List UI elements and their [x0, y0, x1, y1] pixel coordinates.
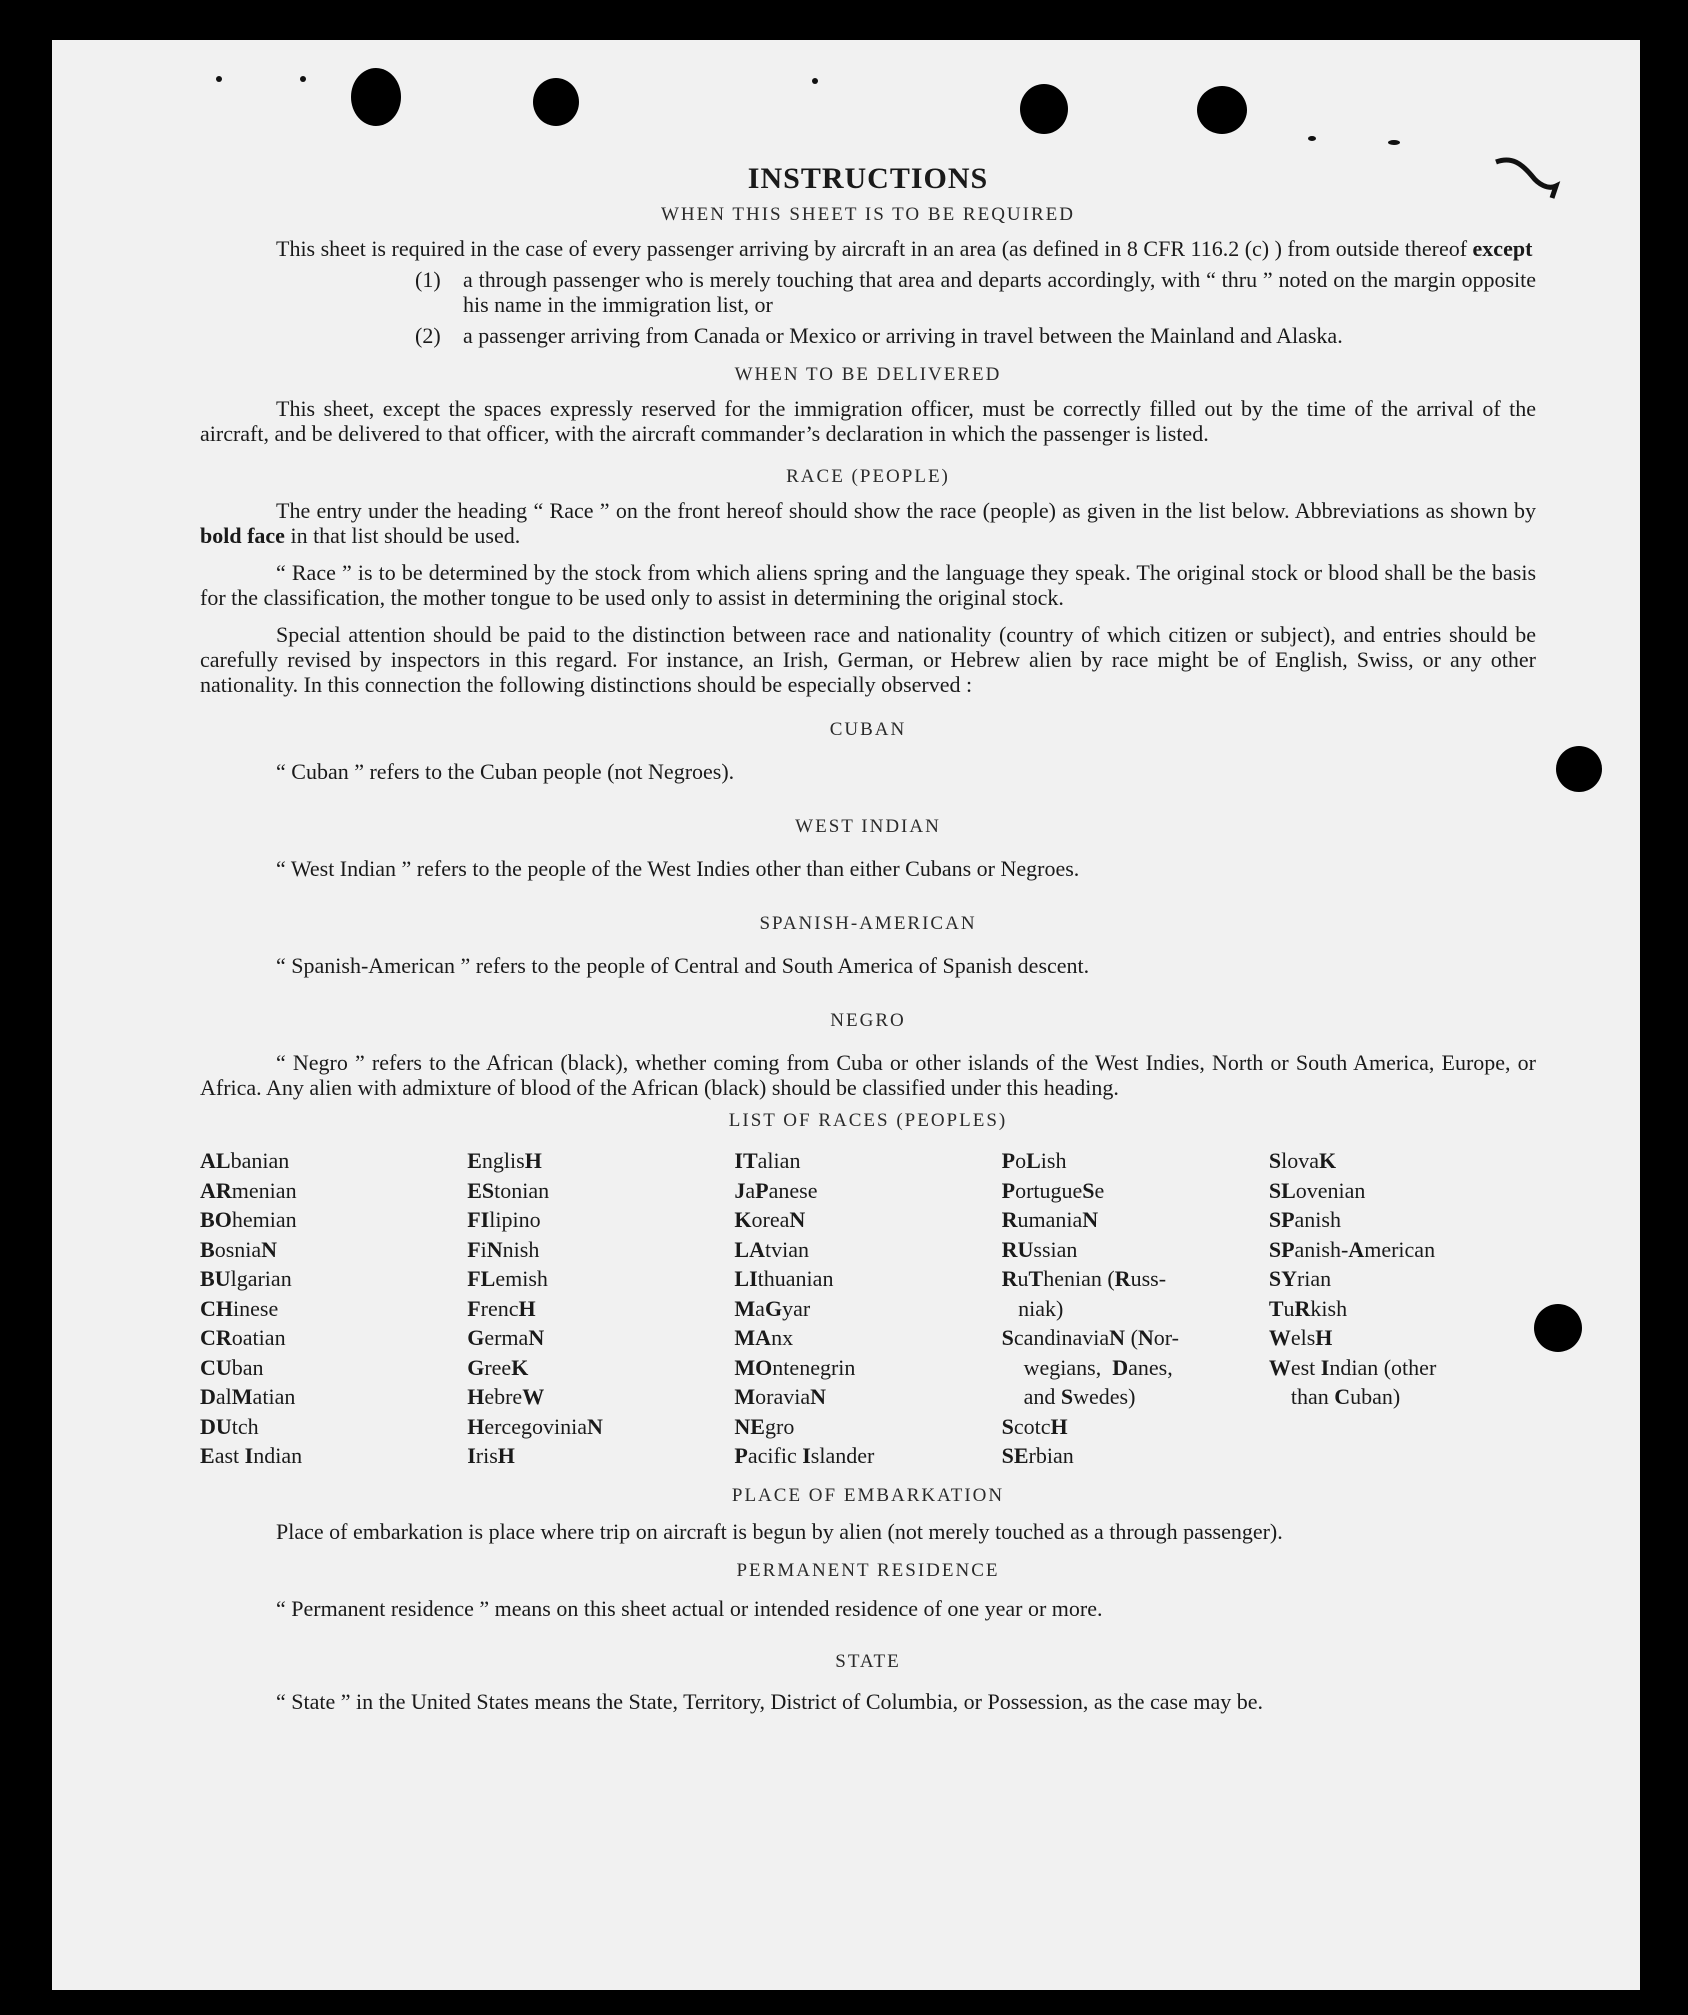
cuban-text: “ Cuban ” refers to the Cuban people (not Negroes).	[276, 759, 735, 784]
race-entry: ScotcH	[1001, 1413, 1068, 1439]
race-entry: TuRkish	[1268, 1295, 1348, 1321]
race-entry: than Cuban)	[1290, 1384, 1401, 1409]
race-entry: NEgro	[734, 1413, 795, 1439]
race-entry: HebreW	[467, 1384, 545, 1409]
race-entry: RumaniaN	[1001, 1207, 1099, 1232]
race-entry: WelsH	[1268, 1325, 1333, 1350]
race-entry: ARmenian	[200, 1177, 297, 1203]
race-entry: West Indian (other	[1268, 1354, 1437, 1380]
punch-hole	[1556, 746, 1602, 792]
punch-hole	[1534, 1304, 1582, 1352]
race-entry: FIlipino	[467, 1207, 541, 1232]
race-entry: KoreaN	[734, 1207, 806, 1232]
race-entry: and Swedes)	[1023, 1384, 1136, 1409]
race-entry: RUssian	[1001, 1236, 1078, 1262]
race-paragraph-1: The entry under the heading “ Race ” on the front hereof should show the race (people) as given in the list below. Abbreviations as shown by bold face in that list should be used.	[200, 498, 1536, 548]
race-entry: LIthuanian	[734, 1266, 834, 1291]
section-heading-spanish-american: SPANISH-AMERICAN	[759, 913, 977, 934]
punch-hole	[351, 68, 401, 126]
section-heading-state: STATE	[835, 1650, 901, 1672]
section-heading-west-indian: WEST INDIAN	[795, 816, 941, 837]
race-paragraph-3: Special attention should be paid to the distinction between race and nationality (country of which citizen or subject), and entries should be carefully revised by inspectors in this regard. For instance, an Irish, German, or Hebrew alien by race might be of English, Swiss, or any other nationality. In this connection the following distinctions should be especially observed :	[200, 622, 1536, 697]
race-entry: FLemish	[467, 1266, 548, 1291]
speck	[216, 76, 222, 82]
race-entry: SPanish	[1268, 1207, 1341, 1232]
race-entry: PoLish	[1001, 1148, 1067, 1173]
races-column-1	[200, 1146, 467, 1471]
race-entry: BOhemian	[200, 1207, 297, 1232]
when-required-intro: This sheet is required in the case of every passenger arriving by aircraft in an area (as defined in 8 CFR 116.2 (c) ) from outside thereof except	[276, 236, 1533, 261]
state-text: “ State ” in the United States means the State, Territory, District of Columbia, or Possession, as the case may be.	[276, 1688, 1264, 1714]
section-heading-negro: NEGRO	[830, 1010, 906, 1031]
race-entry: East Indian	[200, 1443, 303, 1468]
race-entry: ITalian	[734, 1148, 801, 1173]
race-paragraph-2: “ Race ” is to be determined by the stock from which aliens spring and the language they speak. The original stock or blood shall be the basis for the classification, the mother tongue to be used only to assist in determining the original stock.	[200, 560, 1536, 610]
spanish-american-text: “ Spanish-American ” refers to the people of Central and South America of Spanish descent.	[276, 953, 1090, 978]
race-entry: FiNnish	[467, 1236, 540, 1262]
except-bold: except	[1472, 236, 1533, 261]
punch-hole	[533, 78, 579, 126]
race-entry: EnglisH	[467, 1148, 542, 1173]
race-entry: IrisH	[467, 1443, 515, 1468]
race-entry: MaGyar	[734, 1295, 811, 1321]
race-entry: wegians, Danes,	[1023, 1354, 1173, 1380]
race-entry: RuThenian (Russ-	[1001, 1266, 1167, 1291]
race-entry: niak)	[1018, 1295, 1064, 1321]
race-entry: CHinese	[200, 1295, 279, 1321]
section-heading-residence: PERMANENT RESIDENCE	[736, 1559, 1000, 1581]
race-entry: BUlgarian	[200, 1266, 292, 1291]
section-heading-race: RACE (PEOPLE)	[786, 466, 950, 487]
race-entry: HercegoviniaN	[467, 1413, 603, 1439]
races-column-5	[1269, 1146, 1536, 1471]
document-page	[52, 40, 1640, 1990]
negro-text: “ Negro ” refers to the African (black), whether coming from Cuba or other islands of the West Indies, North or South America, Europe, or Africa. Any alien with admixture of blood of the African (black) should be classified under this heading.	[200, 1050, 1536, 1100]
race-entry: SlovaK	[1268, 1148, 1337, 1173]
race-entry: SErbian	[1001, 1443, 1074, 1468]
race-entry: JaPanese	[734, 1177, 818, 1203]
race-entry: MoraviaN	[734, 1384, 827, 1409]
race-entry: CRoatian	[200, 1325, 286, 1350]
race-entry: ALbanian	[200, 1148, 290, 1173]
speck	[812, 78, 818, 84]
page-title: INSTRUCTIONS	[747, 162, 989, 195]
race-entry: PortugueSe	[1001, 1177, 1105, 1203]
race-entry: SYrian	[1268, 1266, 1332, 1291]
race-entry: GreeK	[467, 1354, 529, 1380]
section-heading-when-delivered: WHEN TO BE DELIVERED	[734, 364, 1002, 385]
section-heading-cuban: CUBAN	[829, 719, 907, 740]
race-entry: CUban	[200, 1354, 264, 1380]
exception-item-2: (2) a passenger arriving from Canada or Mexico or arriving in travel between the Mainland and Alaska.	[415, 323, 1343, 348]
race-entry: ScandinaviaN (Nor-	[1001, 1325, 1179, 1350]
race-entry: FrencH	[467, 1295, 536, 1321]
west-indian-text: “ West Indian ” refers to the people of the West Indies other than either Cubans or Negroes.	[276, 856, 1080, 881]
residence-text: “ Permanent residence ” means on this sheet actual or intended residence of one year or more.	[276, 1595, 1103, 1621]
bold-face: bold face	[200, 523, 285, 548]
section-heading-when-required: WHEN THIS SHEET IS TO BE REQUIRED	[661, 204, 1075, 225]
instructions-content	[200, 122, 1536, 1714]
races-column-3	[734, 1146, 1001, 1471]
section-heading-embarkation: PLACE OF EMBARKATION	[731, 1484, 1005, 1506]
races-column-2	[467, 1146, 734, 1471]
race-entry: MAnx	[734, 1325, 794, 1350]
races-column-4	[1002, 1146, 1269, 1471]
list-of-races	[200, 1146, 1536, 1471]
speck	[300, 76, 306, 82]
section-heading-list-of-races: LIST OF RACES (PEOPLES)	[728, 1110, 1008, 1131]
race-entry: EStonian	[467, 1177, 550, 1203]
race-entry: GermaN	[467, 1325, 545, 1350]
race-entry: MOntenegrin	[734, 1354, 856, 1380]
race-entry: DUtch	[200, 1413, 259, 1439]
race-entry: LAtvian	[734, 1236, 809, 1262]
race-entry: Pacific Islander	[734, 1443, 875, 1468]
race-entry: SLovenian	[1268, 1177, 1366, 1203]
race-entry: SPanish-American	[1268, 1236, 1436, 1262]
when-delivered-text: This sheet, except the spaces expressly reserved for the immigration officer, must be correctly filled out by the time of the arrival of the aircraft, and be delivered to that officer, with the aircraft commander’s declaration in which the passenger is listed.	[200, 396, 1536, 446]
embarkation-text: Place of embarkation is place where trip on aircraft is begun by alien (not merely touched as a through passenger).	[276, 1518, 1283, 1544]
race-entry: BosniaN	[200, 1236, 278, 1262]
exception-item-1: (1) a through passenger who is merely touching that area and departs accordingly, with “ thru ” noted on the margin opposite his name in the immigration list, or	[415, 267, 1536, 317]
race-entry: DalMatian	[200, 1384, 296, 1409]
